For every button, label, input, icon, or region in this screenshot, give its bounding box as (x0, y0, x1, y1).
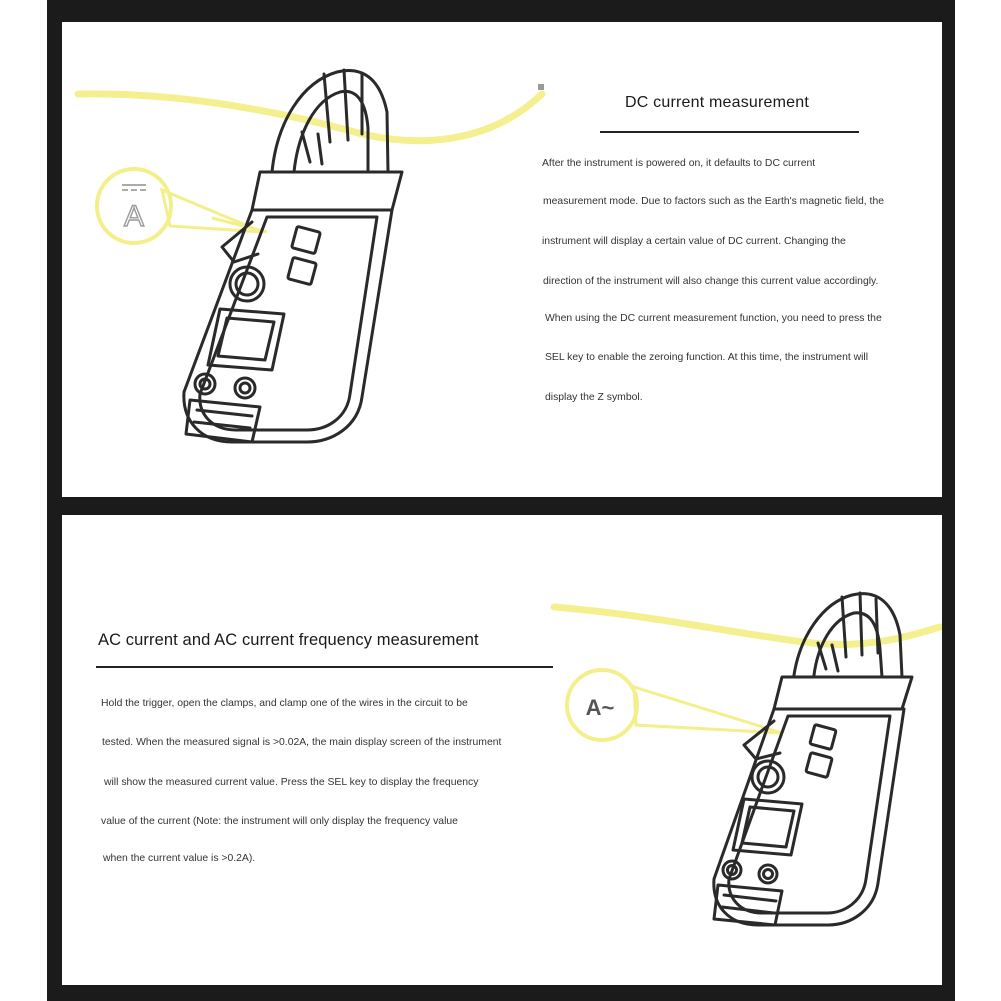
dc-body-line: display the Z symbol. (545, 392, 643, 403)
dc-title-underline (600, 131, 859, 133)
ac-current-symbol-icon (567, 670, 782, 740)
dc-measurement-panel (62, 22, 942, 497)
dc-body-line: SEL key to enable the zeroing function. At this time, the instrument will (545, 352, 869, 363)
ac-measurement-panel (62, 515, 942, 985)
ac-callout-symbol: A~ (585, 695, 615, 720)
dc-body-line: When using the DC current measurement function, you need to press the (545, 313, 882, 324)
ac-section-title: AC current and AC current frequency measurement (98, 631, 479, 649)
clamp-meter-dc-illustration (62, 22, 562, 497)
ac-body-line: will show the measured current value. Press the SEL key to display the frequency (104, 777, 479, 788)
ac-body-line: tested. When the measured signal is >0.02A, the main display screen of the instrument (102, 737, 502, 748)
ac-body-line: Hold the trigger, open the clamps, and clamp one of the wires in the circuit to be (101, 698, 468, 709)
ac-title-underline (96, 666, 553, 668)
clamp-meter-ac-illustration (532, 565, 942, 985)
dc-body-line: instrument will display a certain value of DC current. Changing the (542, 236, 846, 247)
dc-callout-symbol: A (123, 200, 145, 233)
dc-body-line: After the instrument is powered on, it defaults to DC current (542, 158, 816, 169)
ac-body-line: when the current value is >0.2A). (103, 853, 256, 864)
dc-body-line: direction of the instrument will also change this current value accordingly. (543, 276, 879, 287)
dc-section-title: DC current measurement (625, 94, 810, 111)
clamp-meter-body (184, 70, 402, 442)
dc-body-line: measurement mode. Due to factors such as the Earth's magnetic field, the (543, 196, 885, 207)
ac-body-line: value of the current (Note: the instrument will only display the frequency value (101, 816, 458, 827)
